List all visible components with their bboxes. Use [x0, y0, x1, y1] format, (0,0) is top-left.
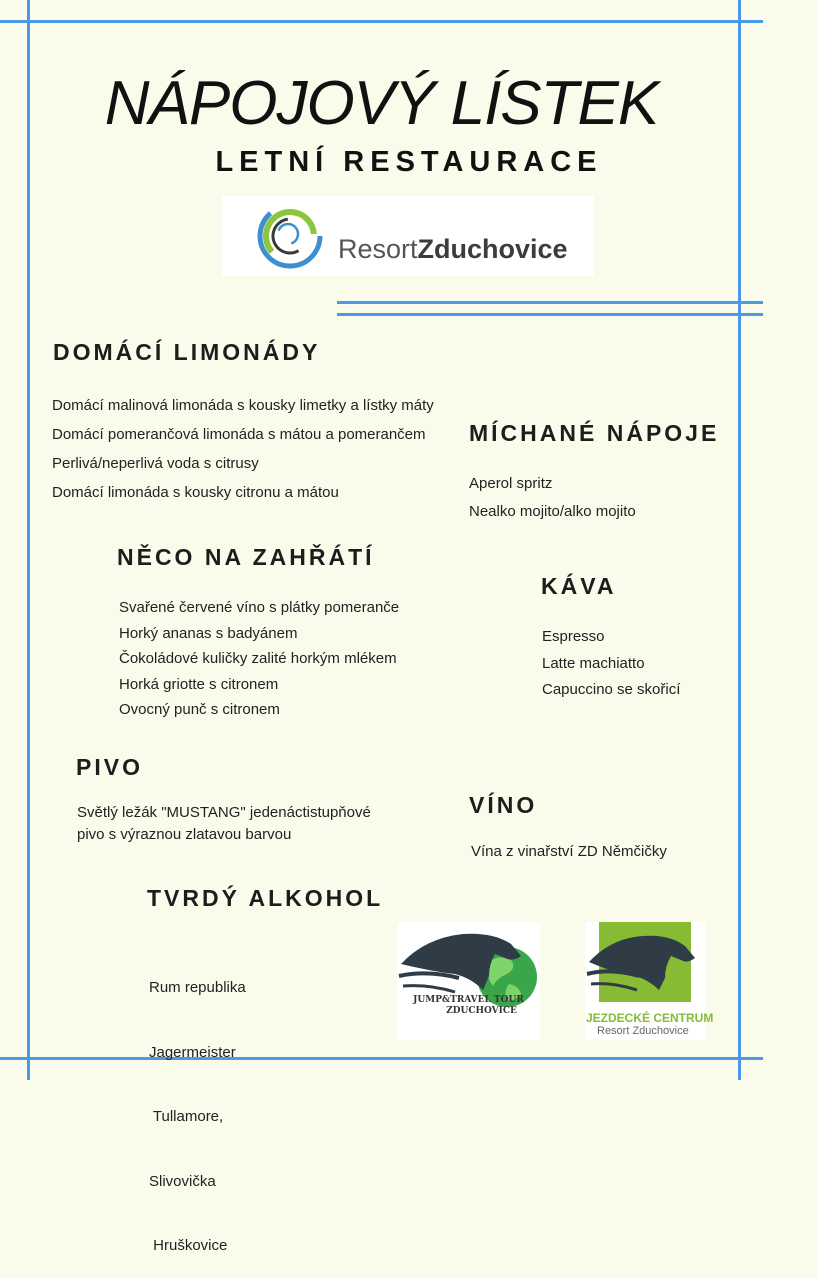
- jump-travel-tour-line2: ZDUCHOVICE: [446, 1006, 517, 1016]
- menu-item: Slivovička: [149, 1172, 216, 1190]
- menu-item: Domácí pomerančová limonáda s mátou a pomerančem: [52, 426, 426, 443]
- menu-item: pivo s výraznou zlatavou barvou: [77, 826, 292, 843]
- section-items-alkohol: [149, 934, 246, 1278]
- resort-logo: [222, 196, 594, 276]
- menu-item: Espresso: [542, 628, 605, 645]
- menu-item: Jagermeister: [149, 1043, 236, 1061]
- resort-swirl-icon: [250, 198, 330, 278]
- jump-travel-tour-text: [397, 995, 540, 1017]
- menu-item: Domácí limonáda s kousky citronu a mátou: [52, 484, 339, 501]
- section-heading-zahrati: NĚCO NA ZAHŘÁTÍ: [117, 544, 375, 570]
- page-subtitle: LETNÍ RESTAURACE: [215, 146, 603, 178]
- jump-travel-tour-line1: JUMP&TRAVEL TOUR: [413, 995, 524, 1005]
- frame-line-top: [0, 20, 763, 23]
- section-items-zahrati: [119, 595, 399, 723]
- menu-item: Světlý ležák "MUSTANG" jedenáctistupňové: [77, 804, 371, 821]
- menu-item: Horký ananas s badyánem: [119, 624, 298, 642]
- resort-logo-word2: Zduchovice: [417, 234, 568, 264]
- section-items-michane: [469, 470, 636, 526]
- menu-item: Rum republika: [149, 979, 246, 996]
- section-items-kava: [542, 624, 680, 704]
- menu-item: Svařené červené víno s plátky pomeranče: [119, 599, 400, 616]
- menu-item: Latte machiatto: [542, 654, 645, 672]
- section-items-pivo: [77, 802, 371, 846]
- menu-item: Ovocný punč s citronem: [119, 701, 280, 718]
- jump-travel-tour-logo: [397, 922, 540, 1040]
- menu-item: Vína z vinařství ZD Němčičky: [471, 843, 667, 860]
- horse-head-green-icon: [585, 922, 705, 1012]
- page-title: NÁPOJOVÝ LÍSTEK: [104, 69, 659, 138]
- section-items-vino: [471, 841, 667, 863]
- section-heading-pivo: PIVO: [76, 754, 143, 780]
- section-heading-kava: KÁVA: [541, 573, 617, 599]
- menu-item: Capuccino se skořicí: [542, 681, 681, 698]
- section-heading-michane: MÍCHANÉ NÁPOJE: [469, 420, 720, 446]
- divider-line-lower: [337, 313, 763, 316]
- section-heading-alkohol: TVRDÝ ALKOHOL: [147, 885, 384, 911]
- menu-item: Nealko mojito/alko mojito: [469, 503, 636, 520]
- menu-item: Čokoládové kuličky zalité horkým mlékem: [119, 650, 397, 667]
- jezdecke-centrum-logo: [585, 922, 714, 1040]
- resort-logo-text: [338, 234, 568, 265]
- menu-item: Hruškovice: [149, 1237, 228, 1254]
- menu-item: Tullamore,: [149, 1108, 224, 1125]
- menu-item: Horká griotte s citronem: [119, 675, 279, 693]
- divider-line-upper: [337, 301, 763, 304]
- menu-item: Perlivá/neperlivá voda s citrusy: [52, 455, 259, 472]
- menu-item: Aperol spritz: [469, 475, 553, 492]
- jezdecke-centrum-title: JEZDECKÉ CENTRUM: [586, 1011, 714, 1025]
- menu-item: Domácí malinová limonáda s kousky limetky a lístky máty: [52, 397, 434, 414]
- jezdecke-centrum-subtitle: Resort Zduchovice: [597, 1025, 689, 1037]
- section-items-limonady: [52, 391, 434, 507]
- frame-line-bottom: [0, 1057, 763, 1060]
- horse-head-icon: [397, 922, 540, 1040]
- resort-logo-word1: Resort: [338, 234, 418, 264]
- section-heading-vino: VÍNO: [469, 792, 538, 818]
- section-heading-limonady: DOMÁCÍ LIMONÁDY: [53, 339, 321, 365]
